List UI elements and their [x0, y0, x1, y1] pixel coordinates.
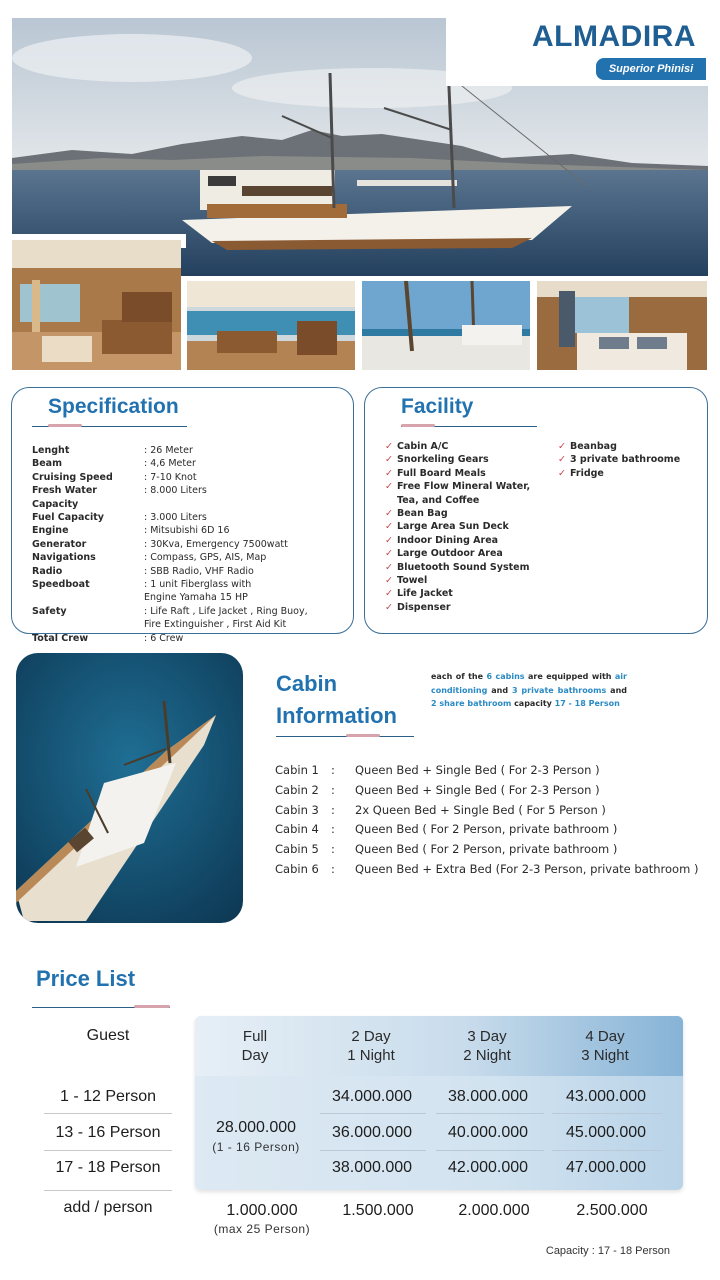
cabin-bed-desc: Queen Bed ( For 2 Person, private bathroom ): [355, 842, 618, 857]
spec-row: [32, 605, 352, 632]
check-icon: ✓: [385, 575, 393, 587]
facility-title: Facility: [401, 395, 474, 418]
spec-label: Navigations: [32, 552, 96, 564]
check-icon: ✓: [558, 467, 566, 479]
facility-label: 3 private bathroome: [570, 454, 681, 466]
price-title: Price List: [36, 966, 136, 991]
spec-label: Cruising Speed: [32, 471, 113, 483]
specification-list: [32, 444, 352, 645]
brand-badge: Superior Phinisi: [596, 58, 706, 80]
check-icon: ✓: [385, 561, 393, 573]
facility-label: Dispenser: [397, 601, 451, 613]
check-icon: ✓: [385, 548, 393, 560]
price-r1-4day: 43.000.000: [565, 1088, 647, 1105]
cabin-rule: [276, 736, 414, 737]
check-icon: ✓: [558, 441, 566, 452]
check-icon: ✓: [385, 454, 393, 466]
cabin-colon: :: [331, 782, 335, 797]
facility-label: Bluetooth Sound System: [397, 561, 530, 573]
facility-label: Cabin A/C: [397, 441, 449, 452]
cabin-colon: :: [331, 802, 335, 817]
spec-row: [32, 457, 352, 470]
spec-label: Safety: [32, 605, 67, 617]
facility-list-primary: [385, 440, 570, 614]
price-r1-3day: 38.000.000: [447, 1088, 529, 1105]
spec-row: [32, 632, 352, 645]
cabin-row: [275, 820, 698, 840]
cabin-bed-desc: Queen Bed ( For 2 Person, private bathroom ): [355, 822, 618, 837]
spec-row: [32, 484, 352, 511]
check-icon: ✓: [558, 454, 566, 466]
cabin-accent: [346, 734, 380, 737]
facility-card: [364, 387, 708, 634]
facility-label: Bean Bag: [397, 508, 448, 520]
capacity-note: Capacity : 17 - 18 Person: [545, 1245, 670, 1257]
spec-value: : 30Kva, Emergency 7500watt: [144, 538, 288, 550]
facility-label: Large Area Sun Deck: [397, 521, 509, 533]
spec-label: Engine: [32, 525, 69, 537]
price-r2-2day: 36.000.000: [331, 1124, 413, 1141]
add-full-note: (max 25 Person): [213, 1222, 311, 1236]
cabin-name: Cabin 4: [275, 822, 319, 837]
cabin-private-bath: 3 private bathrooms: [511, 685, 607, 695]
price-r2-4day: 45.000.000: [565, 1124, 647, 1141]
header: [446, 12, 708, 86]
header-4day-3night: 4 Day 3 Night: [581, 1028, 629, 1064]
check-icon: ✓: [385, 441, 393, 452]
cabin-name: Cabin 1: [275, 763, 319, 777]
full-day-price: 28.000.000: [215, 1119, 297, 1136]
price-accent: [134, 1005, 170, 1008]
spec-value: : SBB Radio, VHF Radio: [144, 565, 254, 577]
spec-label: Beam: [32, 458, 62, 470]
interior-lounge-photo: [12, 240, 181, 370]
spec-label: Total Crew: [32, 632, 89, 644]
cabin-colon: :: [331, 861, 335, 876]
check-icon: ✓: [385, 601, 393, 613]
header-2day-1night: 2 Day 1 Night: [347, 1028, 395, 1064]
facility-item: [385, 507, 570, 520]
cabin-count: 6 cabins: [486, 672, 525, 681]
cabin-description: each of the 6 cabins are equipped with air conditioning and 3 private bathrooms and 2 share bathroom capacity 17 - 18 Person: [431, 672, 628, 709]
guest-row-1-12: 1 - 12 Person: [59, 1088, 157, 1105]
spec-label: Fuel Capacity: [32, 512, 105, 524]
facility-item: [385, 520, 570, 533]
check-icon: ✓: [385, 534, 393, 546]
facility-label: Full Board Meals: [397, 467, 486, 479]
add-2day: 1.500.000: [342, 1202, 414, 1219]
dining-deck-photo: [187, 281, 355, 370]
cabin-name: Cabin 3: [275, 802, 319, 817]
spec-row: [32, 538, 352, 551]
cabin-row: [275, 761, 698, 781]
check-icon: ✓: [385, 467, 393, 479]
spec-value: : 8.000 Liters: [144, 485, 207, 497]
facility-item: [385, 534, 570, 547]
cabin-bed-desc: Queen Bed + Extra Bed (For 2-3 Person, private bathroom ): [355, 861, 699, 876]
facility-item: [385, 547, 570, 560]
spec-row: [32, 578, 352, 605]
facility-label: Beanbag: [570, 441, 617, 452]
spec-label: Radio: [32, 565, 63, 577]
facility-item: [385, 440, 570, 453]
check-icon: ✓: [385, 508, 393, 520]
facility-item: [558, 467, 698, 480]
add-full-day: 1.000.000: [226, 1202, 298, 1219]
cabin-row: [275, 860, 698, 880]
cabin-title: Cabin Information: [276, 671, 397, 728]
facility-item: [385, 453, 570, 466]
cabin-name: Cabin 6: [275, 861, 319, 876]
spec-row: [32, 471, 352, 484]
cabin-bed-desc: Queen Bed + Single Bed ( For 2-3 Person ): [355, 763, 600, 777]
check-icon: ✓: [385, 481, 393, 493]
spec-value: : 3.000 Liters: [144, 512, 207, 524]
spec-row: [32, 511, 352, 524]
cabin-colon: :: [331, 842, 335, 857]
facility-item: [385, 467, 570, 480]
cabin-row: [275, 781, 698, 801]
spec-value: : 7-10 Knot: [144, 471, 197, 483]
check-icon: ✓: [385, 521, 393, 533]
cabin-ac: air conditioning: [431, 672, 627, 695]
spec-label: Fresh Water Capacity: [32, 485, 97, 510]
facility-label: Towel: [397, 575, 428, 587]
spec-value: : 1 unit Fiberglass with Engine Yamaha 15 HP: [144, 579, 252, 604]
spec-value: : 4,6 Meter: [144, 458, 196, 470]
facility-item: [385, 601, 570, 614]
guest-row-17-18: 17 - 18 Person: [55, 1159, 161, 1176]
facility-item: [385, 574, 570, 587]
check-icon: ✓: [385, 588, 393, 600]
spec-label: Speedboat: [32, 579, 90, 591]
cabin-bedroom-photo: [537, 281, 707, 370]
facility-accent: [401, 424, 435, 427]
facility-label: Snorkeling Gears: [397, 454, 489, 466]
price-r3-2day: 38.000.000: [331, 1159, 413, 1176]
cabin-capacity: 17 - 18 Person: [554, 699, 620, 709]
header-full-day: Full Day: [241, 1028, 269, 1064]
brand-title: ALMADIRA: [532, 20, 696, 53]
facility-label: Fridge: [570, 467, 604, 479]
spec-row: [32, 551, 352, 564]
cabin-row: [275, 840, 698, 860]
price-r3-4day: 47.000.000: [565, 1159, 647, 1176]
specification-accent: [48, 424, 82, 427]
cabin-bed-desc: 2x Queen Bed + Single Bed ( For 5 Person ): [355, 802, 606, 817]
add-4day: 2.500.000: [576, 1202, 648, 1219]
cabin-colon: :: [331, 822, 335, 837]
spec-value: : Life Raft , Life Jacket , Ring Buoy, Fire Extinguisher , First Aid Kit: [144, 605, 308, 631]
spec-value: : 6 Crew: [144, 632, 184, 644]
spec-row: [32, 444, 352, 457]
spec-value: : 26 Meter: [144, 445, 193, 456]
spec-value: : Compass, GPS, AIS, Map: [144, 552, 267, 564]
facility-item: [385, 587, 570, 600]
facility-label: Free Flow Mineral Water, Tea, and Coffee: [397, 481, 531, 506]
aerial-boat-photo: [16, 653, 243, 923]
specification-card: [11, 387, 354, 644]
sun-deck-photo: [362, 281, 530, 370]
facility-item: [558, 453, 698, 466]
facility-item: [558, 440, 698, 453]
spec-value: : Mitsubishi 6D 16: [144, 525, 230, 537]
specification-title: Specification: [48, 395, 179, 418]
cabin-name: Cabin 5: [275, 842, 319, 857]
spec-row: [32, 565, 352, 578]
facility-label: Life Jacket: [397, 588, 453, 600]
cabin-row: [275, 801, 698, 821]
cabin-name: Cabin 2: [275, 782, 319, 797]
cabin-share-bath: 2 share bathroom: [431, 699, 512, 709]
add-3day: 2.000.000: [458, 1202, 530, 1219]
facility-item: [385, 561, 570, 574]
cabin-bed-desc: Queen Bed + Single Bed ( For 2-3 Person ): [355, 782, 600, 797]
facility-list-secondary: [558, 440, 698, 480]
price-r1-2day: 34.000.000: [331, 1088, 413, 1105]
cabin-list: [275, 761, 698, 880]
price-r2-3day: 40.000.000: [447, 1124, 529, 1141]
full-day-note: (1 - 16 Person): [212, 1140, 300, 1154]
guest-row-add-person: add / person: [63, 1199, 153, 1216]
header-3day-2night: 3 Day 2 Night: [463, 1028, 511, 1064]
cabin-colon: :: [331, 763, 335, 777]
spec-row: [32, 524, 352, 537]
spec-label: Generator: [32, 538, 87, 550]
price-r3-3day: 42.000.000: [447, 1159, 529, 1176]
facility-item: [385, 480, 570, 507]
guest-row-13-16: 13 - 16 Person: [55, 1124, 161, 1141]
facility-label: Large Outdoor Area: [397, 548, 503, 560]
facility-label: Indoor Dining Area: [397, 534, 499, 546]
guest-header: Guest: [86, 1027, 130, 1044]
spec-label: Lenght: [32, 445, 70, 456]
